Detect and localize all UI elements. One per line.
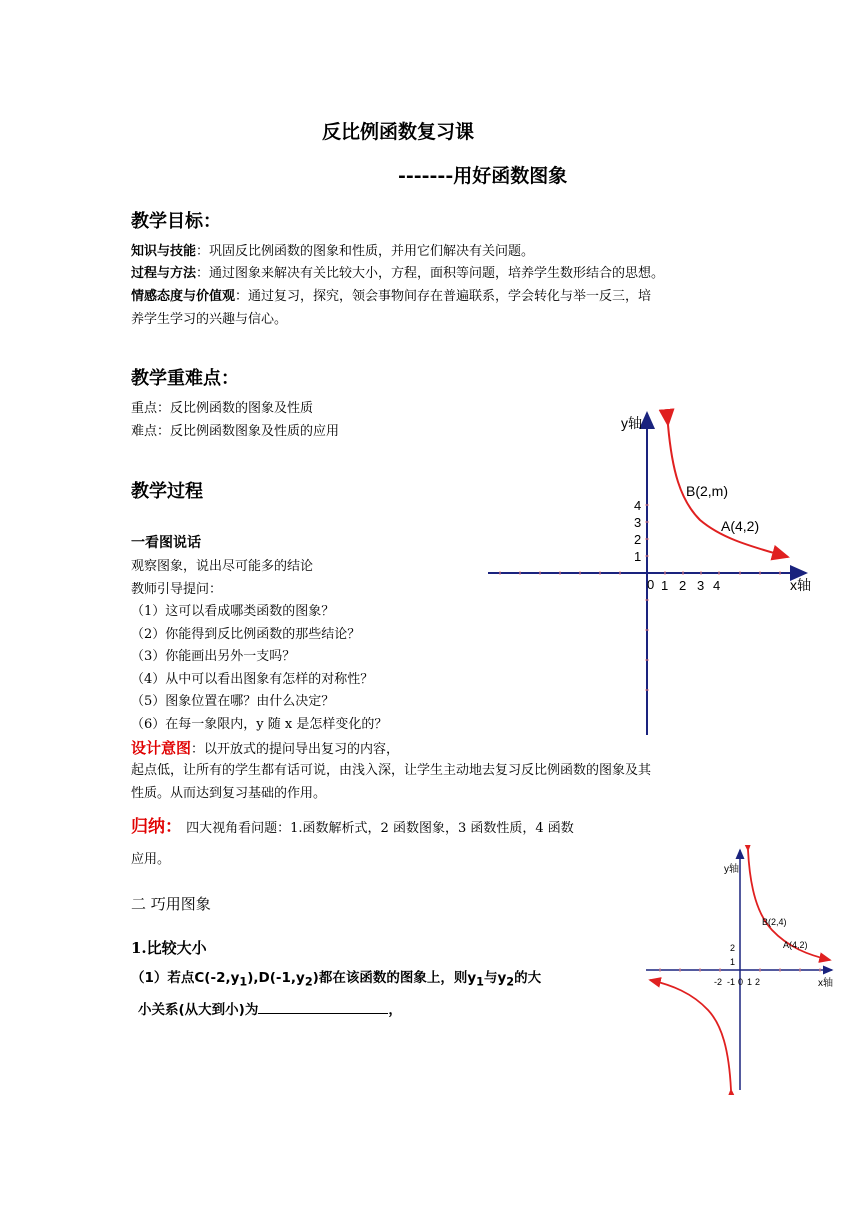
design-intent-cont: 起点低，让所有的学生都有话可说，由浅入深，让学生主动地去复习反比例函数的图象及其 (131, 763, 652, 778)
x-tick-label: 1 (661, 578, 669, 593)
point-b-label: B(2,4) (762, 917, 787, 927)
x-tick-label: 2 (755, 977, 761, 987)
page-subtitle: -------用好函数图象 (398, 165, 568, 187)
section1-title: 一看图说话 (131, 535, 201, 551)
goal-line: 知识与技能：巩固反比例函数的图象和性质，并用它们解决有关问题。 (131, 244, 535, 259)
origin-label: 0 (647, 577, 655, 592)
sub1-title: 1.比较大小 (131, 939, 207, 957)
summary: 归纳： 四大视角看问题：1.函数解析式，2 函数图象，3 函数性质，4 函数 (131, 817, 574, 837)
y-axis-label: y轴 (621, 415, 642, 431)
problem-line: 小关系(从大到小)为 ， (138, 999, 402, 1021)
x-tick-label: -2 (714, 977, 723, 987)
x-axis-label: x轴 (790, 577, 811, 593)
y-tick-label: 4 (634, 498, 642, 513)
x-tick-label: 4 (713, 578, 721, 593)
hyperbola-branch-lower (650, 980, 731, 1090)
goals-heading: 教学目标： (131, 211, 221, 232)
design-intent-cont: 性质。从而达到复习基础的作用。 (131, 786, 327, 801)
process-heading: 教学过程 (131, 481, 203, 502)
keypoints-heading: 教学重难点： (131, 368, 239, 389)
graph-1 (480, 405, 820, 740)
point-b-label: B(2,m) (686, 483, 728, 499)
keypoint-main: 重点：反比例函数的图象及性质 (131, 401, 314, 416)
problem-line: （1）若点$C(-2,y_1),D(-1,y_2)$都在该函数的图象上，则$y_1$与$y_2$的大 (131, 970, 542, 989)
y-tick-label: 1 (634, 549, 642, 564)
goal-line: 情感态度与价值观：通过复习，探究，领会事物间存在普遍联系，学会转化与举一反三，培 (131, 289, 652, 304)
x-tick-label: 3 (697, 578, 705, 593)
x-tick-label: -1 (727, 977, 736, 987)
y-axis-label: y轴 (724, 864, 739, 875)
section2-title: 二 巧用图象 (131, 895, 211, 913)
x-tick-label: 1 (747, 977, 753, 987)
y-tick-label: 3 (634, 515, 642, 530)
question-item: （5）图象位置在哪？由什么决定？ (131, 694, 335, 709)
graph-2 (640, 845, 840, 1095)
goal-line: 过程与方法：通过图象来解决有关比较大小，方程，面积等问题，培养学生数形结合的思想。 (131, 266, 665, 281)
question-item: （4）从中可以看出图象有怎样的对称性？ (131, 672, 374, 687)
x-axis-label: x轴 (818, 978, 833, 989)
intro-line: 教师引导提问： (131, 582, 223, 597)
question-item: （1）这可以看成哪类函数的图象？ (131, 604, 335, 619)
question-item: （2）你能得到反比例函数的那些结论？ (131, 627, 361, 642)
goal-line: 养学生学习的兴趣与信心。 (131, 312, 288, 327)
question-item: （6）在每一象限内，y 随 x 是怎样变化的？ (131, 717, 388, 732)
question-item: （3）你能画出另外一支吗？ (131, 649, 296, 664)
design-intent: 设计意图：以开放式的提问导出复习的内容， (131, 739, 400, 757)
point-a-label: A(4,2) (721, 518, 760, 534)
y-tick-label: 2 (634, 532, 642, 547)
intro-line: 观察图象，说出尽可能多的结论 (131, 559, 314, 574)
point-a-label: A(4,2) (783, 940, 808, 950)
x-tick-label: 0 (738, 977, 744, 987)
keypoint-difficult: 难点：反比例函数图象及性质的应用 (131, 424, 340, 439)
page-title: 反比例函数复习课 (322, 121, 475, 143)
y-tick-label: 1 (730, 957, 736, 967)
answer-blank[interactable] (258, 999, 388, 1014)
x-tick-label: 2 (679, 578, 687, 593)
y-tick-label: 2 (730, 943, 736, 953)
summary-cont: 应用。 (131, 852, 171, 867)
